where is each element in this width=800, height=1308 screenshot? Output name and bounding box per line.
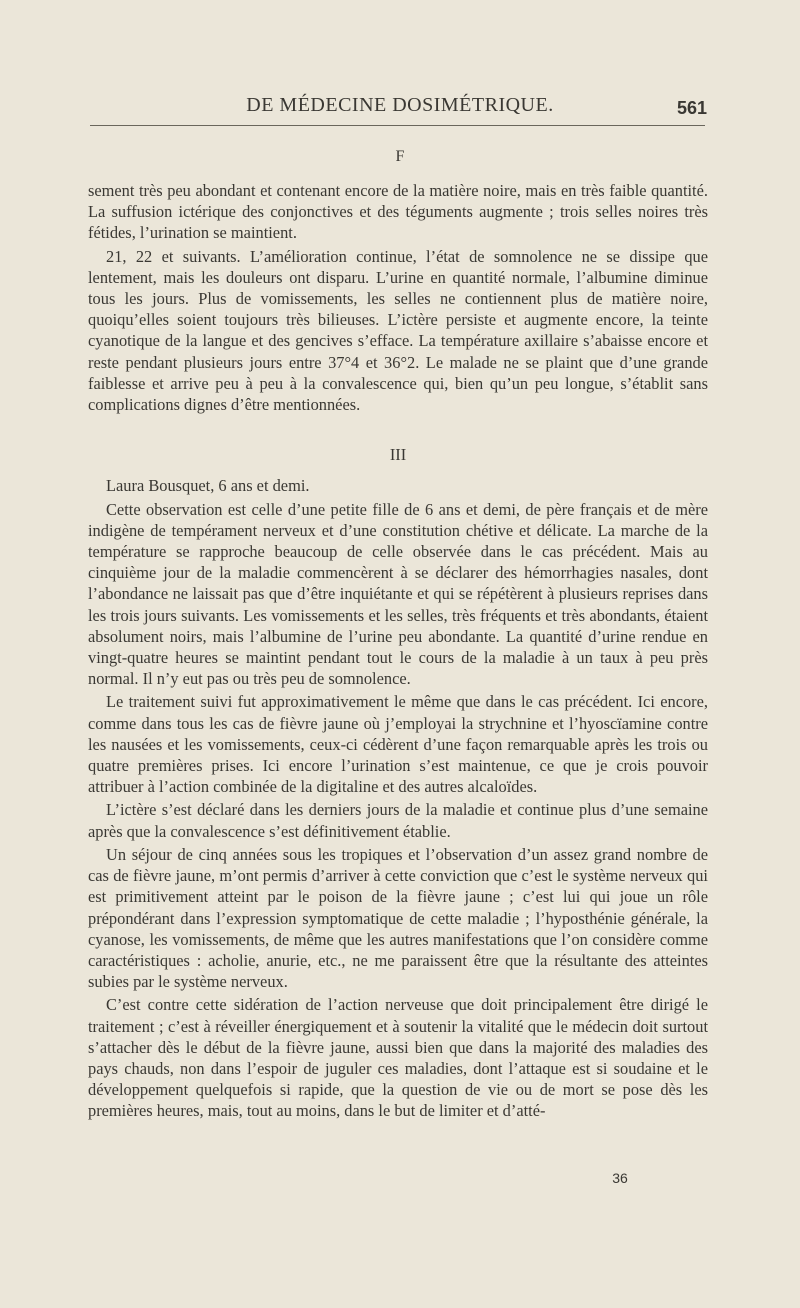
paragraph-icterus: L’ictère s’est déclaré dans les derniers jours de la maladie et continue plus d’une semaine après que la convalescence s’est définitivement établie. [88,800,708,841]
signature-letter: F [395,148,405,165]
section-heading: III [389,445,407,465]
paragraph-days-21-22: 21, 22 et suivants. L’amélioration continue, l’état de somnolence ne se dissipe que lentement, mais les douleurs ont disparu. L’urine en quantité normale, l’albumine diminue tous les jours. Plus de vomissements, les selles ne contiennent plus de matière noire, quoiqu’elles soient toujours très bilieuses. L’ictère persiste et augmente encore, la teinte cyanotique de la langue et des gencives s’efface. La température axillaire s’abaisse encore et reste pendant plusieurs jours entre 37°4 et 36°2. Le malade ne se plaint que d’une grande faiblesse et arrive peu à peu à la convalescence qui, bien qu’un peu longue, s’établit sans complications dignes d’être mentionnées. [88,246,708,415]
footer-signature: 36 [612,1170,628,1186]
paragraph-treatment: Le traitement suivi fut approximativement le même que dans le cas précédent. Ici encore, comme dans tous les cas de fièvre jaune où j’employai la strychnine et l’hyoscïamine contre les nausées et les vomissements, ceux-ci cédèrent d’une façon remarquable après les trois ou quatre premières prises. Ici encore l’urination s’est maintenue, ce que je crois pouvoir attribuer à l’action combinée de la digitaline et des autres alcaloïdes. [88,692,708,797]
page-number: 561 [676,98,707,118]
paragraph-observation: Cette observation est celle d’une petite fille de 6 ans et demi, de père français et de mère indigène de tempérament nerveux et d’une constitution chétive et délicate. La marche de la température se rapproche beaucoup de celle observée dans le cas précédent. Mais au cinquième jour de la maladie commencèrent à se déclarer des hémorrhagies nasales, dont l’abondance ne laissait pas que d’être inquiétante et qui se répétèrent à plusieurs reprises dans les trois jours suivants. Les vomissements et les selles, très fréquents et très abondants, étaient absolument noirs, mais l’albumine de l’urine peu abondante. La quantité d’urine rendue en vingt-quatre heures se maintint pendant tout le cours de la maladie à un taux à peu près normal. Il n’y eut pas ou très peu de somnolence. [88,499,708,689]
paragraph-continuation: sement très peu abondant et contenant encore de la matière noire, mais en très faible quantité. La suffusion ictérique des conjonctives et des téguments augmente ; trois selles noires très fétides, l’urination se maintient. [88,181,708,243]
patient-name: Laura Bousquet, 6 ans et demi. [106,476,310,496]
body-text [88,180,708,1124]
paragraph-conviction: Un séjour de cinq années sous les tropiques et l’observation d’un assez grand nombre de cas de fièvre jaune, m’ont permis d’arriver à cette conviction que c’est le système nerveux qui est primitivement atteint par le poison de la fièvre jaune ; c’est lui qui joue un rôle prépondérant dans l’expression symptomatique de cette maladie ; l’hyposthénie générale, la cyanose, les vomissements, de même que les autres manifestations que l’on considère comme caractéristiques : acholie, anurie, etc., ne me paraissent être que la résultante des atteintes subies par le système nerveux. [88,844,708,992]
page-header [0,88,800,128]
paragraph-sideration: C’est contre cette sidération de l’action nerveuse que doit principalement être dirigé le traitement ; c’est à réveiller énergiquement et à soutenir la vitalité que le médecin doit surtout s’attacher dès le début de la fièvre jaune, aussi bien que dans la majorité des maladies des pays chauds, non dans l’espoir de juguler ces maladies, dont l’attaque est si soudaine et le développement quelquefois si rapide, que la question de vie ou de mort se pose dès les premières heures, mais, tout au moins, dans le but de limiter et d’atté- [88,995,708,1121]
header-rule [90,125,705,126]
running-title: DE MÉDECINE DOSIMÉTRIQUE. [246,94,554,116]
